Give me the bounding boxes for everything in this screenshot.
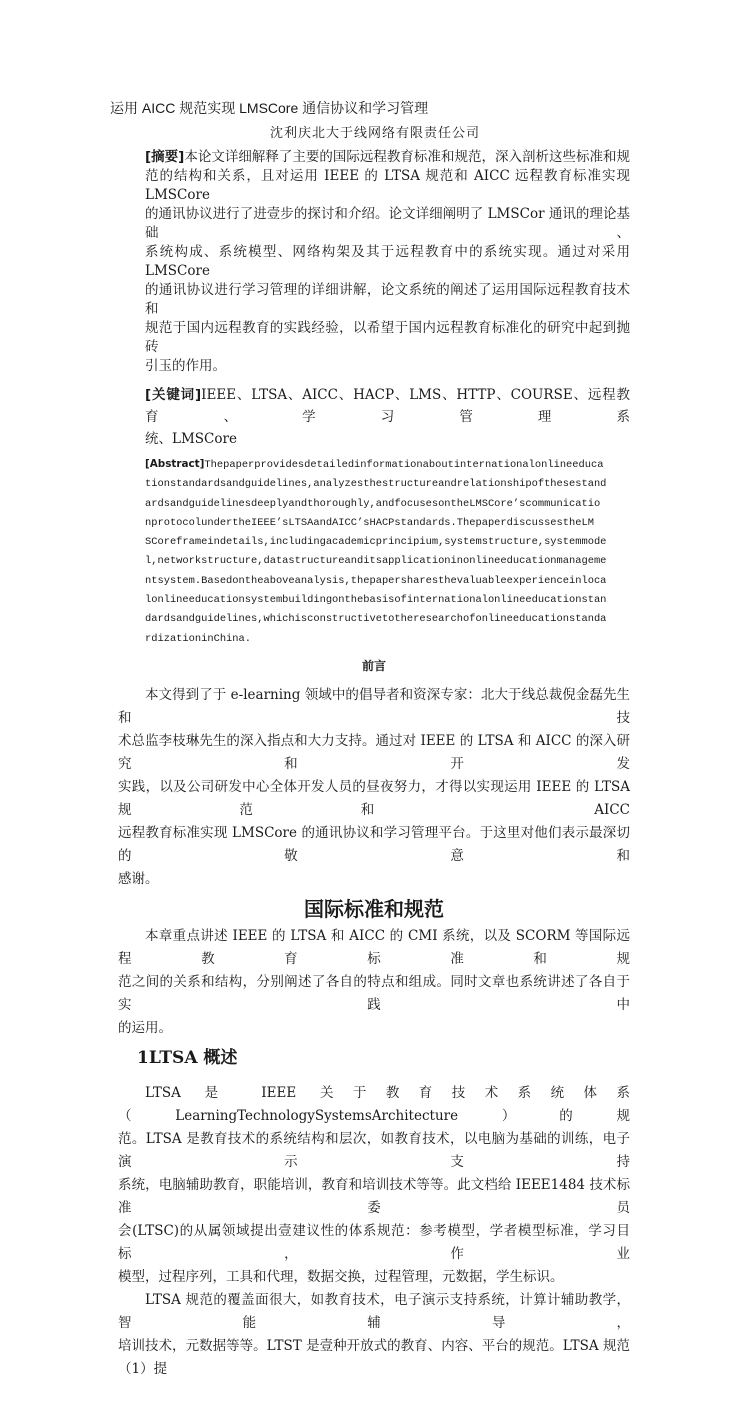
text-line <box>118 776 630 822</box>
label: [Abstract] <box>145 458 205 470</box>
author-line: 沈利庆北大于线网络有限责任公司 <box>269 126 480 141</box>
line-text: Thepaperprovidesdetailedinformationaboutinternationalonlineeduca <box>204 459 604 471</box>
text-line <box>145 610 630 629</box>
text-line <box>118 925 630 971</box>
text-line <box>145 167 630 205</box>
text-line <box>118 1335 630 1381</box>
text-line <box>118 822 630 868</box>
text-line <box>118 1289 630 1335</box>
keywords <box>145 384 630 450</box>
line-text: 本论文详细解释了主要的国际远程教育标准和规范，深入剖析这些标准和规 <box>184 149 631 165</box>
line-text: LTSA 是 IEEE 关于教育技术系统体系（LearningTechnologySystemsArchitecture）的规 <box>118 1084 630 1124</box>
text-line <box>145 428 630 450</box>
preface-paragraph <box>118 684 630 891</box>
preface-heading: 前言 <box>361 658 386 673</box>
line-text: 感谢。 <box>118 870 159 887</box>
line-text: 模型，过程序列，工具和代理，数据交换，过程管理，元数据，学生标识。 <box>118 1268 564 1285</box>
line-text: 的运用。 <box>118 1019 172 1036</box>
line-text: 范的结构和关系，且对运用 IEEE 的 LTSA 规范和 AICC 远程教育标准实现 LMSCore <box>145 168 630 203</box>
text-line <box>118 684 630 730</box>
text-line <box>145 281 630 319</box>
text-line <box>118 1017 630 1040</box>
line-text: tionstandardsandguidelines,analyzesthestructureandrelationshipofthesestand <box>145 478 607 491</box>
line-text: SCoreframeindetails,includingacademicprincipium,systemstructure,systemmode <box>145 536 607 549</box>
line-text: nprotocolundertheIEEE’sLTSAandAICC’sHACPstandards.ThepaperdiscussestheLM <box>145 516 594 529</box>
text-line <box>145 552 630 571</box>
line-text: 系统构成、系统模型、网络构架及其于远程教育中的系统实现。通过对采用 LMSCore <box>145 244 630 279</box>
text-line <box>145 319 630 357</box>
line-text: 本文得到了于 e-learning 领域中的倡导者和资深专家：北大于线总裁倪金磊先生和技 <box>118 686 630 726</box>
text-line <box>118 971 630 1017</box>
label: [关键词] <box>145 387 202 403</box>
line-text: dardsandguidelines,whichisconstructivetotheresearchofonlineeducationstanda <box>145 613 607 626</box>
line-text: LTSA 规范的覆盖面很大，如教育技术，电子演示支持系统，计算计辅助教学，智能辅导， <box>118 1291 630 1331</box>
line-text: 引玉的作用。 <box>145 358 226 374</box>
line-text: 范。LTSA 是教育技术的系统结构和层次，如教育技术，以电脑为基础的训练，电子演示支持 <box>118 1130 630 1170</box>
label: [摘要] <box>145 149 185 165</box>
line-text: 的通讯协议进行了进壹步的探讨和介绍。论文详细阐明了 LMSCor 通讯的理论基础、 <box>145 206 630 241</box>
text-line <box>118 1220 630 1266</box>
text-line <box>118 730 630 776</box>
text-line <box>145 495 630 514</box>
text-line <box>145 572 630 591</box>
text-line <box>145 384 630 428</box>
line-text: 远程教育标准实现 LMSCore 的通讯协议和学习管理平台。于这里对他们表示最深切的敬意和 <box>118 824 630 864</box>
line-text: 实践，以及公司研发中心全体开发人员的昼夜努力，才得以实现运用 IEEE 的 LTSA 规范和 AICC <box>118 778 630 818</box>
text-line <box>145 148 630 167</box>
line-text: 规范于国内远程教育的实践经验，以希望于国内远程教育标准化的研究中起到抛砖 <box>145 320 630 355</box>
abstract-cn <box>145 148 630 376</box>
text-line <box>145 630 630 649</box>
text-line <box>145 591 630 610</box>
document-title: 运用 AICC 规范实现 LMSCore 通信协议和学习管理 <box>110 100 429 116</box>
line-text: IEEE、LTSA、AICC、HACP、LMS、HTTP、COURSE、远程教育、学习管理系 <box>145 387 631 425</box>
text-line <box>145 243 630 281</box>
line-text: 统、LMSCore <box>145 431 237 447</box>
section-heading: 1LTSA 概述 <box>137 1047 238 1068</box>
line-text: 系统，电脑辅助教育，职能培训，教育和培训技术等等。此文档给 IEEE1484 技术标准委员 <box>118 1176 630 1216</box>
text-line <box>145 514 630 533</box>
line-text: 的通讯协议进行学习管理的详细讲解，论文系统的阐述了运用国际远程教育技术和 <box>145 282 630 317</box>
text-line <box>145 475 630 494</box>
line-text: 术总监李枝琳先生的深入指点和大力支持。通过对 IEEE 的 LTSA 和 AICC 的深入研究和开发 <box>118 732 630 772</box>
chapter-heading: 国际标准和规范 <box>304 896 444 921</box>
abstract-en <box>145 455 630 649</box>
text-line <box>118 1128 630 1174</box>
text-line <box>118 1174 630 1220</box>
text-line <box>118 868 630 891</box>
text-line <box>145 205 630 243</box>
text-line <box>145 455 630 475</box>
text-line <box>145 357 630 376</box>
text-line <box>118 1082 630 1128</box>
line-text: 会(LTSC)的从属领域提出壹建议性的体系规范：参考模型，学者模型标准，学习目标，作业 <box>118 1222 630 1262</box>
chapter-paragraph <box>118 925 630 1040</box>
line-text: rdizationinChina. <box>145 632 252 645</box>
line-text: l,networkstructure,datastructureanditsapplicationinonlineeducationmanageme <box>145 555 607 568</box>
line-text: 范之间的关系和结构，分别阐述了各自的特点和组成。同时文章也系统讲述了各自于实践中 <box>118 973 630 1013</box>
section-paragraph <box>118 1082 630 1381</box>
line-text: 本章重点讲述 IEEE 的 LTSA 和 AICC 的 CMI 系统，以及 SCORM 等国际远程教育标准和规 <box>118 927 630 967</box>
text-line <box>145 533 630 552</box>
text-line <box>118 1266 630 1289</box>
line-text: 培训技术，元数据等等。LTST 是壹种开放式的教育、内容、平台的规范。LTSA 规范（1）提 <box>118 1337 630 1377</box>
line-text: lonlineeducationsystembuildingonthebasisofinternationalonlineeducationstan <box>145 594 607 607</box>
line-text: ardsandguidelinesdeeplyandthoroughly,andfocusesontheLMSCore’scommunicatio <box>145 497 601 510</box>
line-text: ntsystem.Basedontheaboveanalysis,thepapersharesthevaluableexperienceinloca <box>145 574 607 587</box>
